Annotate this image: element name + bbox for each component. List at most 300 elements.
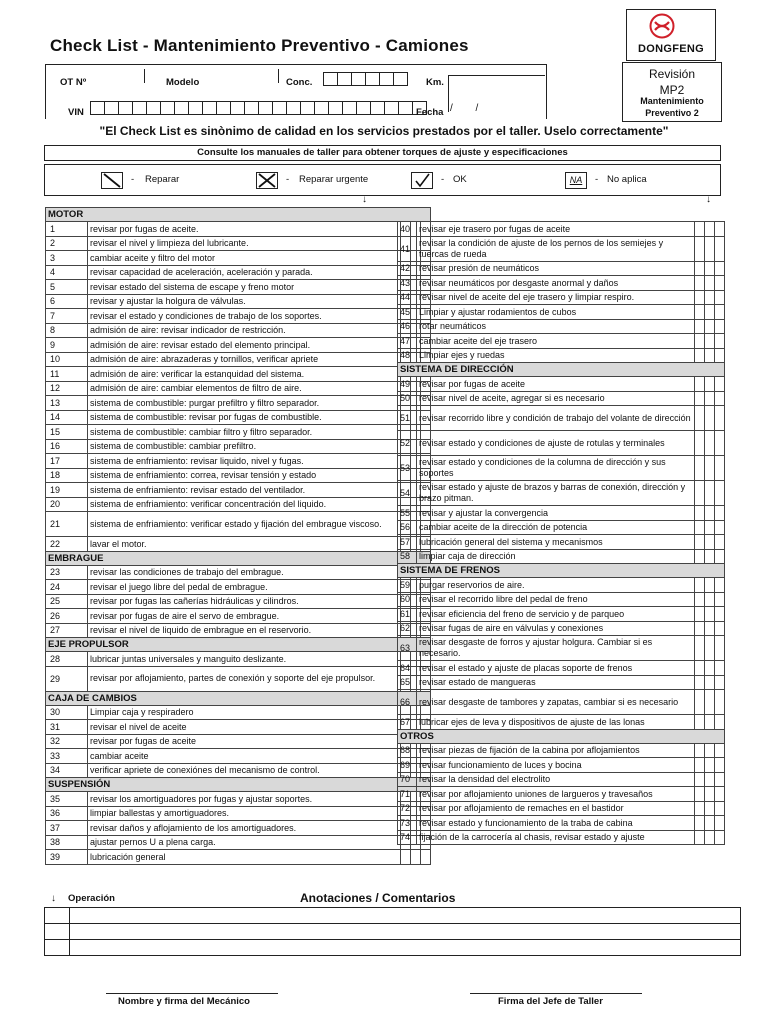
item-number: 71	[398, 787, 417, 802]
check-box[interactable]	[695, 276, 705, 291]
item-description: cambiar aceite y filtro del motor	[88, 251, 401, 266]
ok-symbol-icon	[411, 172, 433, 189]
check-box[interactable]	[715, 261, 725, 276]
item-number: 51	[398, 406, 417, 431]
item-description: Limpiar ejes y ruedas	[417, 348, 695, 363]
check-box[interactable]	[705, 621, 715, 636]
check-box[interactable]	[715, 549, 725, 564]
check-box[interactable]	[705, 549, 715, 564]
checklist-row	[46, 537, 431, 552]
checklist-row	[46, 580, 431, 595]
checklist-row	[46, 309, 431, 324]
checklist-row	[46, 734, 431, 749]
item-number: 37	[46, 821, 88, 836]
checklist-row	[46, 381, 431, 396]
item-description: revisar nivel de aceite del eje trasero y limpiar respiro.	[417, 290, 695, 305]
item-number: 8	[46, 323, 88, 338]
checklist-row	[46, 497, 431, 512]
item-number: 60	[398, 592, 417, 607]
check-box[interactable]	[695, 743, 705, 758]
item-description: revisar recorrido libre y condición de trabajo del volante de dirección	[417, 406, 695, 431]
item-number: 13	[46, 396, 88, 411]
checklist-row	[398, 276, 725, 291]
item-number: 20	[46, 497, 88, 512]
item-description: cambiar aceite	[88, 749, 401, 764]
item-number: 36	[46, 806, 88, 821]
item-description: revisar eje trasero por fugas de aceite	[417, 222, 695, 237]
checklist-row	[46, 236, 431, 251]
item-description: revisar estado y condiciones de ajuste de rotulas y terminales	[417, 431, 695, 456]
check-box[interactable]	[695, 290, 705, 305]
checklist-row	[398, 772, 725, 787]
fecha-field[interactable]: / /	[450, 103, 489, 114]
check-box[interactable]	[705, 801, 715, 816]
checklist-row	[46, 763, 431, 778]
item-description: cambiar aceite del eje trasero	[417, 334, 695, 349]
check-box[interactable]	[705, 506, 715, 521]
legend-reparar: Reparar	[145, 174, 180, 185]
checklist-row	[46, 222, 431, 237]
section-title: SISTEMA DE DIRECCIÓN	[398, 363, 725, 377]
check-box[interactable]	[705, 456, 715, 481]
checklist-row	[46, 609, 431, 624]
checklist-row	[46, 749, 431, 764]
item-description: sistema de combustible: cambiar filtro y filtro separador.	[88, 425, 401, 440]
item-number: 45	[398, 305, 417, 320]
item-description: revisar los amortiguadores por fugas y ajustar soportes.	[88, 792, 401, 807]
check-box[interactable]	[695, 621, 705, 636]
check-box[interactable]	[695, 222, 705, 237]
check-box[interactable]	[695, 261, 705, 276]
checklist-row	[398, 787, 725, 802]
check-box[interactable]	[695, 549, 705, 564]
checklist-row	[398, 816, 725, 831]
section-header	[398, 729, 725, 743]
check-box[interactable]	[715, 607, 725, 622]
check-box[interactable]	[705, 661, 715, 676]
item-description: verificar apriete de conexiónes del mecanismo de control.	[88, 763, 401, 778]
legend	[44, 164, 721, 196]
item-number: 6	[46, 294, 88, 309]
check-box[interactable]	[421, 850, 431, 865]
arrow-down-icon: ↓	[706, 194, 711, 205]
item-description: admisión de aire: abrazaderas y tornillos, verificar apriete	[88, 352, 401, 367]
item-number: 22	[46, 537, 88, 552]
check-box[interactable]	[715, 690, 725, 715]
section-header	[46, 778, 431, 792]
section-title: SISTEMA DE FRENOS	[398, 564, 725, 578]
check-box[interactable]	[705, 348, 715, 363]
item-description: sistema de enfriamiento: verificar estado y fijación del embrague viscoso.	[88, 512, 401, 537]
check-box[interactable]	[695, 636, 705, 661]
item-description: lubricación general del sistema y mecanismos	[417, 535, 695, 550]
check-box[interactable]	[715, 334, 725, 349]
check-box[interactable]	[705, 715, 715, 730]
check-box[interactable]	[401, 850, 411, 865]
item-description: purgar reservorios de aire.	[417, 578, 695, 593]
check-box[interactable]	[715, 305, 725, 320]
checklist-row	[46, 792, 431, 807]
km-label: Km.	[426, 77, 444, 88]
check-box[interactable]	[715, 276, 725, 291]
legend-dash-3: -	[441, 174, 445, 185]
check-box[interactable]	[695, 334, 705, 349]
check-box[interactable]	[705, 236, 715, 261]
check-box[interactable]	[695, 520, 705, 535]
item-number: 49	[398, 377, 417, 392]
check-box[interactable]	[715, 758, 725, 773]
check-box[interactable]	[695, 690, 705, 715]
check-box[interactable]	[705, 222, 715, 237]
item-description: revisar el juego libre del pedal de embrague.	[88, 580, 401, 595]
checklist-row	[398, 431, 725, 456]
item-number: 72	[398, 801, 417, 816]
check-box[interactable]	[715, 535, 725, 550]
check-box[interactable]	[705, 758, 715, 773]
check-box[interactable]	[695, 319, 705, 334]
checklist-row	[398, 801, 725, 816]
checklist-row	[398, 305, 725, 320]
item-number: 47	[398, 334, 417, 349]
check-box[interactable]	[715, 816, 725, 831]
checklist-row	[398, 377, 725, 392]
item-number: 25	[46, 594, 88, 609]
item-number: 53	[398, 456, 417, 481]
check-box[interactable]	[705, 636, 715, 661]
item-number: 41	[398, 236, 417, 261]
check-box[interactable]	[705, 261, 715, 276]
checklist-row	[398, 675, 725, 690]
signature-line-mecanico[interactable]	[106, 993, 278, 994]
check-box[interactable]	[695, 675, 705, 690]
jefe-label: Firma del Jefe de Taller	[498, 996, 603, 1007]
checklist-row	[46, 594, 431, 609]
check-box[interactable]	[715, 236, 725, 261]
checklist-row	[46, 835, 431, 850]
section-header	[46, 208, 431, 222]
check-box[interactable]	[705, 578, 715, 593]
check-box[interactable]	[705, 431, 715, 456]
check-box[interactable]	[695, 535, 705, 550]
check-box[interactable]	[705, 830, 715, 845]
item-number: 17	[46, 454, 88, 469]
item-description: revisar neumáticos por desgaste anormal y daños	[417, 276, 695, 291]
item-description: revisar por fugas las cañerías hidráulicas y cilindros.	[88, 594, 401, 609]
checklist-row	[46, 323, 431, 338]
check-box[interactable]	[715, 661, 725, 676]
check-box[interactable]	[705, 520, 715, 535]
check-box[interactable]	[715, 715, 725, 730]
check-box[interactable]	[695, 391, 705, 406]
page-title: Check List - Mantenimiento Preventivo - Camiones	[50, 36, 469, 55]
checklist-row	[398, 661, 725, 676]
check-box[interactable]	[715, 520, 725, 535]
item-description: revisar el recorrido libre del pedal de freno	[417, 592, 695, 607]
annotations-table	[44, 907, 741, 956]
conc-label: Conc.	[286, 77, 313, 88]
item-number: 1	[46, 222, 88, 237]
item-description: sistema de enfriamiento: revisar estado del ventilador.	[88, 483, 401, 498]
check-box[interactable]	[715, 592, 725, 607]
item-description: revisar por aflojamiento uniones de largueros y travesaños	[417, 787, 695, 802]
vin-field[interactable]	[90, 101, 427, 115]
item-description: revisar por fugas de aceite	[88, 734, 401, 749]
check-box[interactable]	[705, 592, 715, 607]
check-box[interactable]	[715, 481, 725, 506]
item-number: 15	[46, 425, 88, 440]
legend-no-aplica: No aplica	[607, 174, 647, 185]
item-description: revisar estado y condiciones de la columna de dirección y sus soportes	[417, 456, 695, 481]
item-number: 11	[46, 367, 88, 382]
item-number: 54	[398, 481, 417, 506]
item-number: 14	[46, 410, 88, 425]
check-box[interactable]	[705, 377, 715, 392]
check-box[interactable]	[705, 406, 715, 431]
annotation-row	[45, 924, 741, 940]
check-box[interactable]	[695, 607, 705, 622]
check-box[interactable]	[695, 801, 705, 816]
item-description: revisar la condición de ajuste de los pernos de los semiejes y tuercas de rueda	[417, 236, 695, 261]
check-box[interactable]	[695, 715, 705, 730]
check-box[interactable]	[695, 578, 705, 593]
check-box[interactable]	[715, 406, 725, 431]
revision-label: Revisión	[648, 67, 696, 81]
checklist-row	[46, 623, 431, 638]
check-box[interactable]	[695, 481, 705, 506]
check-box[interactable]	[705, 675, 715, 690]
item-description: limpiar caja de dirección	[417, 549, 695, 564]
section-title: EJE PROPULSOR	[46, 638, 431, 652]
check-box[interactable]	[715, 675, 725, 690]
check-box[interactable]	[705, 290, 715, 305]
section-title: MOTOR	[46, 208, 431, 222]
item-description: Limpiar y ajustar rodamientos de cubos	[417, 305, 695, 320]
item-number: 38	[46, 835, 88, 850]
operacion-label: Operación	[68, 893, 115, 904]
section-header	[398, 564, 725, 578]
item-description: revisar desgaste de forros y ajustar holgura. Cambiar si es necesario.	[417, 636, 695, 661]
checklist-row	[46, 565, 431, 580]
item-description: revisar el estado y ajuste de placas soporte de frenos	[417, 661, 695, 676]
legend-dash-4: -	[595, 174, 599, 185]
legend-ok: OK	[453, 174, 467, 185]
check-box[interactable]	[715, 222, 725, 237]
checklist-row	[398, 290, 725, 305]
checklist-row	[46, 850, 431, 865]
checklist-row	[398, 592, 725, 607]
checklist-row	[398, 607, 725, 622]
na-symbol: NA	[565, 172, 587, 189]
checklist-row	[398, 636, 725, 661]
item-description: revisar por fugas de aceite.	[88, 222, 401, 237]
check-box[interactable]	[695, 348, 705, 363]
check-box[interactable]	[705, 743, 715, 758]
check-box[interactable]	[715, 772, 725, 787]
check-box[interactable]	[705, 481, 715, 506]
check-box[interactable]	[715, 391, 725, 406]
check-box[interactable]	[715, 787, 725, 802]
item-description: revisar desgaste de tambores y zapatas, cambiar si es necesario	[417, 690, 695, 715]
item-number: 16	[46, 439, 88, 454]
arrow-down-icon: ↓	[362, 194, 367, 205]
section-title: OTROS	[398, 729, 725, 743]
check-box[interactable]	[715, 506, 725, 521]
item-description: revisar estado y funcionamiento de la traba de cabina	[417, 816, 695, 831]
checklist-row	[398, 406, 725, 431]
check-box[interactable]	[715, 743, 725, 758]
check-box[interactable]	[411, 850, 421, 865]
item-number: 48	[398, 348, 417, 363]
item-number: 65	[398, 675, 417, 690]
item-number: 56	[398, 520, 417, 535]
item-description: revisar nivel de aceite, agregar si es necesario	[417, 391, 695, 406]
checklist-row	[46, 720, 431, 735]
item-description: revisar presión de neumáticos	[417, 261, 695, 276]
check-box[interactable]	[715, 456, 725, 481]
header-fields	[45, 64, 547, 119]
check-box[interactable]	[705, 816, 715, 831]
item-description: revisar estado de mangueras	[417, 675, 695, 690]
checklist-row	[398, 481, 725, 506]
brand-logo	[626, 9, 716, 61]
item-number: 69	[398, 758, 417, 773]
checklist-row	[46, 468, 431, 483]
check-box[interactable]	[695, 830, 705, 845]
item-description: sistema de enfriamiento: revisar liquido, nivel y fugas.	[88, 454, 401, 469]
item-number: 58	[398, 549, 417, 564]
check-box[interactable]	[705, 772, 715, 787]
revision-sub2: Preventivo 2	[645, 108, 699, 118]
revision-box	[622, 62, 722, 122]
item-number: 35	[46, 792, 88, 807]
checklist-right	[397, 221, 725, 845]
checklist-row	[398, 261, 725, 276]
check-box[interactable]	[715, 621, 725, 636]
ot-label: OT Nº	[60, 77, 87, 88]
modelo-label: Modelo	[166, 77, 200, 88]
section-title: EMBRAGUE	[46, 551, 431, 565]
check-box[interactable]	[695, 431, 705, 456]
item-description: lubricación general	[88, 850, 401, 865]
reparar-urgente-symbol-icon	[256, 172, 278, 189]
checklist-row	[46, 251, 431, 266]
item-description: sistema de enfriamiento: correa, revisar tensión y estado	[88, 468, 401, 483]
check-box[interactable]	[705, 787, 715, 802]
check-box[interactable]	[705, 690, 715, 715]
check-box[interactable]	[695, 592, 705, 607]
check-box[interactable]	[715, 348, 725, 363]
item-number: 73	[398, 816, 417, 831]
signature-line-jefe[interactable]	[470, 993, 642, 994]
check-box[interactable]	[705, 334, 715, 349]
item-description: revisar daños y aflojamiento de los amortiguadores.	[88, 821, 401, 836]
item-description: revisar las condiciones de trabajo del embrague.	[88, 565, 401, 580]
item-description: ajustar pernos U a plena carga.	[88, 835, 401, 850]
annotation-row	[45, 940, 741, 956]
check-box[interactable]	[705, 391, 715, 406]
legend-dash-1: -	[131, 174, 135, 185]
checklist-row	[398, 830, 725, 845]
check-box[interactable]	[695, 236, 705, 261]
checklist-row	[46, 396, 431, 411]
check-box[interactable]	[705, 305, 715, 320]
check-box[interactable]	[695, 661, 705, 676]
item-description: lubricar ejes de leva y dispositivos de ajuste de las lonas	[417, 715, 695, 730]
arrow-down-icon: ↓	[51, 893, 56, 904]
check-box[interactable]	[695, 305, 705, 320]
item-number: 43	[398, 276, 417, 291]
item-description: revisar estado del sistema de escape y freno motor	[88, 280, 401, 295]
item-number: 19	[46, 483, 88, 498]
check-box[interactable]	[715, 377, 725, 392]
item-description: revisar la densidad del electrolito	[417, 772, 695, 787]
check-box[interactable]	[715, 290, 725, 305]
check-box[interactable]	[695, 377, 705, 392]
item-description: revisar capacidad de aceleración, aceleración y parada.	[88, 265, 401, 280]
check-box[interactable]	[715, 801, 725, 816]
checklist-row	[46, 367, 431, 382]
item-number: 12	[46, 381, 88, 396]
check-box[interactable]	[715, 578, 725, 593]
check-box[interactable]	[695, 772, 705, 787]
conc-field[interactable]	[323, 72, 408, 86]
item-number: 32	[46, 734, 88, 749]
annotation-row	[45, 908, 741, 924]
checklist-row	[46, 352, 431, 367]
item-number: 74	[398, 830, 417, 845]
checklist-row	[398, 348, 725, 363]
ot-divider	[144, 69, 145, 83]
checklist-row	[398, 621, 725, 636]
item-description: revisar por aflojamiento, partes de conexión y soporte del eje propulsor.	[88, 666, 401, 691]
check-box[interactable]	[715, 830, 725, 845]
check-box[interactable]	[695, 816, 705, 831]
item-description: sistema de combustible: cambiar prefiltro.	[88, 439, 401, 454]
check-box[interactable]	[705, 319, 715, 334]
anotaciones-label: Anotaciones / Comentarios	[300, 891, 456, 905]
check-box[interactable]	[705, 607, 715, 622]
checklist-row	[398, 549, 725, 564]
check-box[interactable]	[715, 319, 725, 334]
item-description: revisar funcionamiento de luces y bocina	[417, 758, 695, 773]
section-header	[46, 551, 431, 565]
check-box[interactable]	[695, 506, 705, 521]
check-box[interactable]	[715, 431, 725, 456]
checklist-row	[46, 652, 431, 667]
item-number: 44	[398, 290, 417, 305]
item-number: 10	[46, 352, 88, 367]
item-number: 9	[46, 338, 88, 353]
check-box[interactable]	[705, 535, 715, 550]
item-description: cambiar aceite de la dirección de potencia	[417, 520, 695, 535]
section-title: CAJA DE CAMBIOS	[46, 691, 431, 705]
checklist-row	[46, 454, 431, 469]
item-number: 18	[46, 468, 88, 483]
check-box[interactable]	[695, 758, 705, 773]
item-description: lavar el motor.	[88, 537, 401, 552]
check-box[interactable]	[715, 636, 725, 661]
check-box[interactable]	[705, 276, 715, 291]
check-box[interactable]	[695, 456, 705, 481]
item-description: fijación de la carrocería al chasis, revisar estado y ajuste	[417, 830, 695, 845]
item-description: Limpiar caja y respiradero	[88, 705, 401, 720]
item-description: revisar piezas de fijación de la cabina por aflojamientos	[417, 743, 695, 758]
check-box[interactable]	[695, 406, 705, 431]
reparar-symbol-icon	[101, 172, 123, 189]
check-box[interactable]	[695, 787, 705, 802]
checklist-row	[398, 456, 725, 481]
checklist-row	[46, 705, 431, 720]
